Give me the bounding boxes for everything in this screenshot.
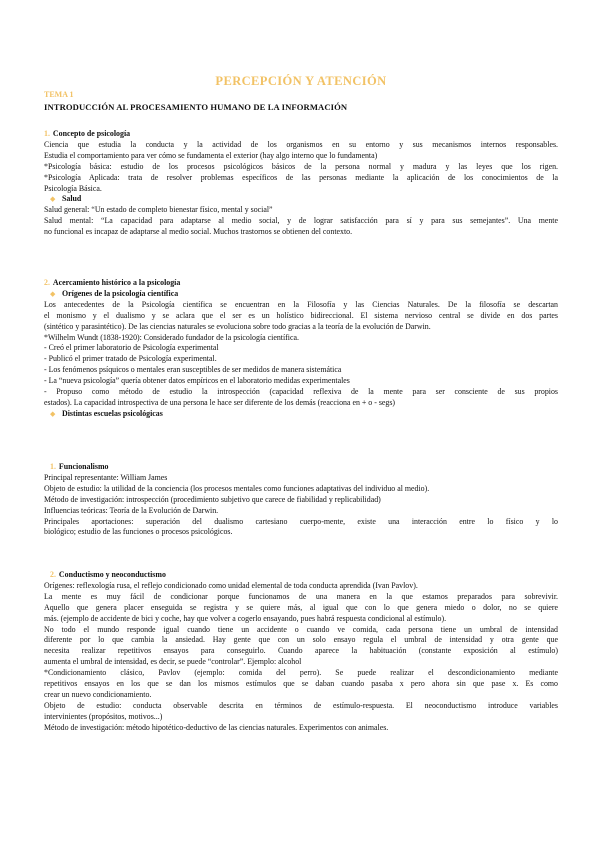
section-conductismo <box>44 570 558 734</box>
bullet-icon: ◆ <box>50 409 56 418</box>
paragraph: aumenta el umbral de intensidad, es decir, se puede “controlar”. Ejemplo: alcohol <box>44 657 302 667</box>
paragraph: Aquello que genera placer enseguida se registra y se quiere más, al igual que con lo que genera miedo o dolor, no se quiere <box>44 602 558 612</box>
list-item: - Propuso como método de estudio la introspección (capacidad reflexiva de la mente para ser consciente de sus propios <box>44 387 558 397</box>
section-historico <box>44 278 558 420</box>
paragraph: Orígenes: reflexología rusa, el reflejo condicionado como unidad elemental de toda conducta aprendida (Ivan Pavlov). <box>44 580 418 590</box>
paragraph: más. (ejemplo de accidente de bici y coche, hay que volver a cogerlo ensayando, pues habrá respuesta condicional al estímulo). <box>44 613 447 623</box>
section-heading <box>44 129 558 140</box>
paragraph: Salud mental: “La capacidad para adaptarse al medio social, y de lograr satisfacción para sí y para sus semejantes”. Una mente <box>44 216 558 226</box>
section-heading <box>44 570 558 581</box>
section-concepto <box>44 129 558 238</box>
section-heading <box>44 278 558 289</box>
paragraph: repetitivos ensayos en los que se dan los mismos estímulos que se daban cuando pasaba x pero ahora sin que pase x. Es como <box>44 679 558 689</box>
paragraph: Método de investigación: método hipotético-deductivo de las ciencias naturales. Experimentos con animales. <box>44 722 389 732</box>
paragraph: Principales aportaciones: superación del dualismo cartesiano cuerpo-mente, existe una interacción entre lo físico y lo <box>44 516 558 526</box>
paragraph: Influencias teóricas: Teoría de la Evolución de Darwin. <box>44 505 219 515</box>
paragraph: necesita realizar repetitivos ensayos para conseguirlo. Cuando aparece la habituación (constante exposición al estímulo) <box>44 646 558 656</box>
paragraph: Estudia el comportamiento para ver cómo se fundamenta el exterior (hay algo interno que lo fundamenta) <box>44 150 378 160</box>
paragraph: diferente por lo que cambia la ansiedad. Hay gente que con un solo ensayo regula el umbral de intensidad y otra gente que <box>44 635 558 645</box>
paragraph: Objeto de estudio: conducta observable descrita en términos de estímulo-respuesta. El neoconductismo introduce variables <box>44 700 558 710</box>
section-heading <box>44 462 558 473</box>
section-heading-text: Concepto de psicología <box>52 129 131 138</box>
subheading-salud <box>44 194 558 205</box>
list-item: - Los fenómenos psíquicos o mentales eran susceptibles de ser medidos de manera sistemática <box>44 365 342 375</box>
document-title: PERCEPCIÓN Y ATENCIÓN <box>215 74 387 88</box>
paragraph: Objeto de estudio: la utilidad de la conciencia (los procesos mentales como funciones adaptativas del individuo al medio). <box>44 483 430 493</box>
paragraph: intervinientes (propósitos, motivos...) <box>44 711 163 721</box>
paragraph: *Wilhelm Wundt (1838-1920): Considerado fundador de la psicología científica. <box>44 332 299 342</box>
section-heading-text: Funcionalismo <box>58 462 109 471</box>
paragraph: Los antecedentes de la Psicología científica se encuentran en la Filosofía y las Ciencias Naturales. De la filosofía se descartan <box>44 299 558 309</box>
section-funcionalismo <box>44 462 558 538</box>
paragraph: biológico; estudio de las funciones o procesos psicológicos. <box>44 527 233 537</box>
section-number: 2. <box>50 570 56 579</box>
subheading-text: Distintas escuelas psicológicas <box>62 408 163 418</box>
subheading-escuelas <box>44 409 558 420</box>
paragraph: *Psicología básica: estudio de los procesos psicológicos básicos de la persona normal y madura y las leyes que los rigen. <box>44 161 558 171</box>
tema-label: TEMA 1 <box>44 90 74 99</box>
list-item: - Creó el primer laboratorio de Psicología experimental <box>44 343 219 353</box>
paragraph: Método de investigación: introspección (procedimiento subjetivo que carece de fiabilidad y replicabilidad) <box>44 494 381 504</box>
paragraph: Salud general: “Un estado de completo bienestar físico, mental y social” <box>44 205 273 215</box>
paragraph: Psicología Básica. <box>44 183 102 193</box>
paragraph: (sintético y parasintético). De las ciencias naturales se evoluciona sobre todo gracias a la teoría de la evolución de Darwin. <box>44 321 431 331</box>
paragraph: *Psicología Aplicada: trata de resolver problemas específicos de las personas mediante la aplicación de los conocimientos de la <box>44 172 558 182</box>
subheading-text: Orígenes de la psicología científica <box>62 288 179 298</box>
paragraph: Principal representante: William James <box>44 472 168 482</box>
section-number: 1. <box>44 129 50 138</box>
subheading-text: Salud <box>62 194 82 204</box>
section-heading-text: Acercamiento histórico a la psicología <box>52 278 181 287</box>
paragraph: no funcional es incapaz de adaptarse al medio social. Muchos trastornos se obtienen del contexto. <box>44 227 353 237</box>
paragraph: La mente es muy fácil de condicionar porque funcionamos de una manera en la que estamos preparados para sobrevivir. <box>44 591 558 601</box>
paragraph: *Condicionamiento clásico, Pavlov (ejemplo: comida del perro). Se puede realizar el descondicionamiento mediante <box>44 668 558 678</box>
paragraph: el monismo y el dualismo y se aclara que el ser es un holístico bidireccional. El sistema nervioso central se divide en dos partes <box>44 310 558 320</box>
list-item: estados). La capacidad introspectiva de una persona le hace ser diferente de los demás (reacciona en + o - segs) <box>44 397 396 407</box>
section-number: 1. <box>50 462 56 471</box>
main-heading: INTRODUCCIÓN AL PROCESAMIENTO HUMANO DE LA INFORMACIÓN <box>44 102 348 112</box>
bullet-icon: ◆ <box>50 195 56 204</box>
section-number: 2. <box>44 278 50 287</box>
subheading-origenes <box>44 289 558 300</box>
bullet-icon: ◆ <box>50 289 56 298</box>
list-item: - La “nueva psicología” quería obtener datos empíricos en el laboratorio medidas experimentales <box>44 376 350 386</box>
paragraph: Ciencia que estudia la conducta y la actividad de los organismos en su entorno y sus mecanismos internos responsables. <box>44 139 558 149</box>
list-item: - Publicó el primer tratado de Psicología experimental. <box>44 354 217 364</box>
paragraph: No todo el mundo responde igual cuando tiene un accidente o cuando ve comida, cada persona tiene un umbral de intensidad <box>44 624 558 634</box>
section-heading-text: Conductismo y neoconductismo <box>58 570 166 579</box>
paragraph: crear un nuevo condicionamiento. <box>44 689 152 699</box>
